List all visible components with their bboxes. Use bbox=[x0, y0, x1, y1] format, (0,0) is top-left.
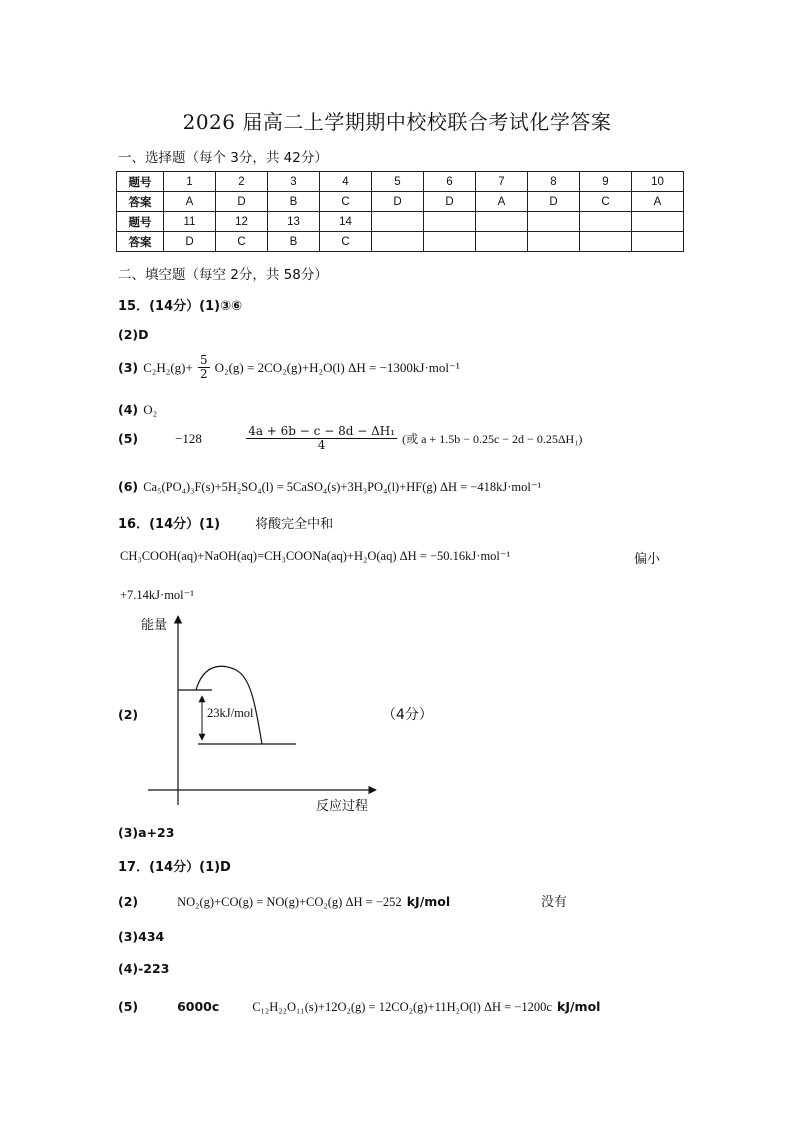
table-cell: 8 bbox=[528, 172, 580, 192]
q17-header: 17．(14分）(1)D bbox=[118, 860, 231, 875]
section-fill-heading: 二、填空题（每空 2分，共 58分） bbox=[118, 267, 328, 283]
table-cell: 14 bbox=[320, 212, 372, 232]
q16-equation: CH₃COOH(aq)+NaOH(aq)=CH₃COONa(aq)+H₂O(aq) ΔH = −50.16kJ·mol⁻¹ bbox=[120, 549, 511, 563]
table-cell: C bbox=[320, 192, 372, 212]
table-row bbox=[117, 172, 684, 192]
table-cell bbox=[424, 212, 476, 232]
q15-part5-alt: (或 a + 1.5b − 0.25c − 2d − 0.25ΔH₁) bbox=[402, 432, 583, 446]
table-cell: 7 bbox=[476, 172, 528, 192]
table-cell: C bbox=[216, 232, 268, 252]
q15-part6-label: (6) bbox=[118, 479, 139, 494]
table-cell: 10 bbox=[632, 172, 684, 192]
q15-header: 15．(14分）(1)③⑥ bbox=[118, 299, 243, 314]
q17-part5-label: (5) bbox=[118, 999, 139, 1014]
page-title: 2026 届高二上学期期中校校联合考试化学答案 bbox=[182, 110, 612, 134]
table-cell bbox=[476, 212, 528, 232]
fraction-numerator: 5 bbox=[199, 353, 208, 367]
q17-part5-value: 6000c bbox=[177, 999, 220, 1014]
table-cell bbox=[372, 232, 424, 252]
q15-part6 bbox=[118, 476, 541, 495]
table-cell: 1 bbox=[164, 172, 216, 192]
q15-part5-fraction bbox=[246, 425, 397, 452]
q15-part2: (2)D bbox=[118, 327, 149, 342]
q17-part5 bbox=[118, 996, 600, 1015]
table-cell: 5 bbox=[372, 172, 424, 192]
energy-diagram bbox=[140, 612, 390, 808]
answer-table bbox=[116, 171, 684, 252]
q17-part4: (4)-223 bbox=[118, 961, 170, 976]
table-cell: A bbox=[164, 192, 216, 212]
q16-part2-label: (2) bbox=[118, 707, 139, 722]
q15-part5-label: (5) bbox=[118, 431, 139, 446]
q15-part4-value: O₂ bbox=[143, 402, 158, 417]
table-cell: D bbox=[424, 192, 476, 212]
table-cell: D bbox=[216, 192, 268, 212]
table-cell bbox=[476, 232, 528, 252]
table-cell: D bbox=[372, 192, 424, 212]
q15-part3 bbox=[118, 354, 460, 381]
section-choice-heading: 一、选择题（每个 3分，共 42分） bbox=[118, 150, 328, 166]
table-cell bbox=[528, 232, 580, 252]
table-cell: A bbox=[632, 192, 684, 212]
table-cell: A bbox=[476, 192, 528, 212]
table-row bbox=[117, 192, 684, 212]
table-cell bbox=[528, 212, 580, 232]
table-cell: B bbox=[268, 192, 320, 212]
table-row bbox=[117, 232, 684, 252]
diagram-energy-label: 23kJ/mol bbox=[207, 706, 254, 720]
table-cell: B bbox=[268, 232, 320, 252]
q16-part1-text: 将酸完全中和 bbox=[255, 517, 334, 532]
q16-header: 16．(14分）(1) bbox=[118, 517, 221, 532]
table-cell: 11 bbox=[164, 212, 216, 232]
q17-part5-eq: C₁₂H₂₂O₁₁(s)+12O₂(g) = 12CO₂(g)+11H₂O(l) ΔH = −1200c bbox=[252, 1000, 552, 1014]
table-row-label: 题号 bbox=[117, 212, 164, 232]
q17-part2 bbox=[118, 891, 450, 910]
table-row-label: 题号 bbox=[117, 172, 164, 192]
table-cell bbox=[632, 232, 684, 252]
table-cell: C bbox=[580, 192, 632, 212]
table-cell: 3 bbox=[268, 172, 320, 192]
table-cell bbox=[632, 212, 684, 232]
q16-part1 bbox=[118, 513, 333, 532]
fraction-denominator: 2 bbox=[199, 367, 208, 381]
table-cell: 9 bbox=[580, 172, 632, 192]
q15-part5-value: −128 bbox=[175, 431, 202, 446]
q15-part3-label: (3) bbox=[118, 360, 139, 375]
table-cell: 6 bbox=[424, 172, 476, 192]
table-cell: D bbox=[528, 192, 580, 212]
fraction-denominator: 4 bbox=[317, 438, 326, 452]
table-cell bbox=[580, 212, 632, 232]
q15-part5 bbox=[118, 425, 582, 452]
table-row bbox=[117, 212, 684, 232]
q15-part3-eq-a: C₂H₂(g)+ bbox=[143, 360, 193, 375]
q15-part3-fraction bbox=[198, 354, 210, 381]
q17-part2-unit: kJ/mol bbox=[406, 894, 451, 909]
table-cell: 13 bbox=[268, 212, 320, 232]
table-row-label: 答案 bbox=[117, 192, 164, 212]
q17-part2-label: (2) bbox=[118, 894, 139, 909]
q15-part6-eq: Ca₅(PO₄)₃F(s)+5H₂SO₄(l) = 5CaSO₄(s)+3H₃PO₄(l)+HF(g) ΔH = −418kJ·mol⁻¹ bbox=[143, 480, 542, 494]
q17-part3: (3)434 bbox=[118, 929, 165, 944]
q17-part5-unit: kJ/mol bbox=[557, 999, 601, 1014]
q16-part3: (3)a+23 bbox=[118, 825, 175, 840]
diagram-y-axis-label: 能量 bbox=[141, 618, 168, 633]
q15-part3-eq-b: O₂(g) = 2CO₂(g)+H₂O(l) ΔH = −1300kJ·mol⁻¹ bbox=[214, 360, 460, 375]
table-cell bbox=[424, 232, 476, 252]
q15-part4 bbox=[118, 399, 157, 418]
q17-part2-result: 没有 bbox=[541, 895, 568, 910]
table-cell: 12 bbox=[216, 212, 268, 232]
table-cell: D bbox=[164, 232, 216, 252]
table-cell bbox=[580, 232, 632, 252]
table-cell: 4 bbox=[320, 172, 372, 192]
q16-part1-value: +7.14kJ·mol⁻¹ bbox=[120, 588, 194, 602]
q15-part4-label: (4) bbox=[118, 402, 139, 417]
table-cell: 2 bbox=[216, 172, 268, 192]
q16-part2-score: （4分） bbox=[382, 707, 433, 723]
table-row-label: 答案 bbox=[117, 232, 164, 252]
fraction-numerator: 4a + 6b − c − 8d − ΔH₁ bbox=[248, 424, 396, 438]
q16-part1-result: 偏小 bbox=[634, 552, 661, 567]
table-cell: C bbox=[320, 232, 372, 252]
table-cell bbox=[372, 212, 424, 232]
q17-part2-eq: NO₂(g)+CO(g) = NO(g)+CO₂(g) ΔH = −252 bbox=[177, 895, 402, 909]
diagram-x-axis-label: 反应过程 bbox=[316, 799, 369, 814]
